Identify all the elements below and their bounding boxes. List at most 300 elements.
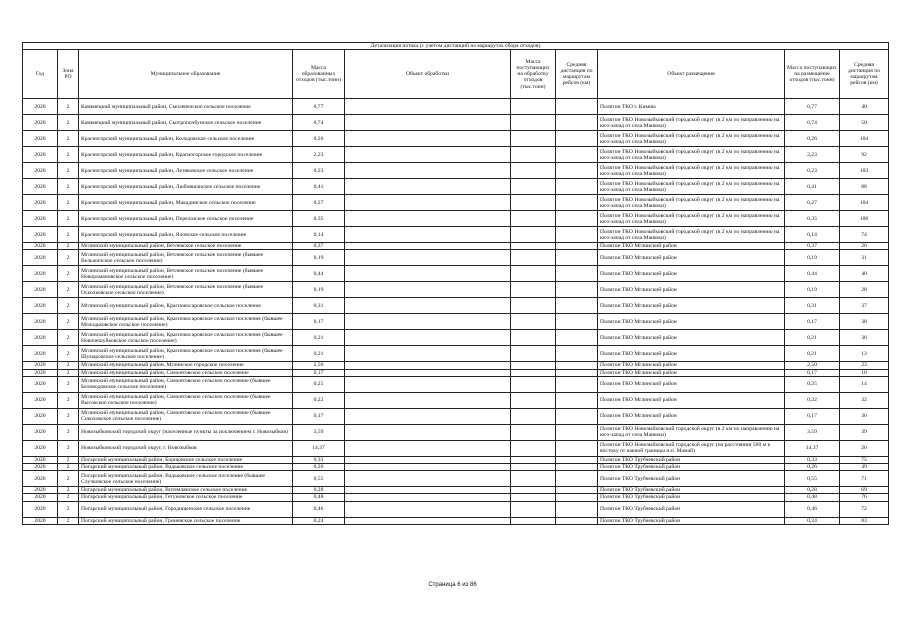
cell-processing-object: [345, 487, 511, 494]
cell-avg-distance-1: [556, 250, 598, 266]
cell-placement-object: Полигон ТКО г. Кимны: [598, 99, 785, 115]
cell-mass-to-placement: 0,19: [785, 250, 840, 266]
table-row: [23, 163, 889, 179]
cell-placement-object: Полигон ТКО Мглинский район: [598, 376, 785, 392]
cell-year: 2020: [23, 456, 58, 463]
cell-municipality: Погарский муниципальный район, Борщовское сельское поселение: [79, 456, 293, 463]
cell-year: 2020: [23, 99, 58, 115]
cell-avg-distance-1: [556, 282, 598, 298]
cell-zone: 2: [58, 346, 79, 362]
table-row: [23, 517, 889, 524]
cell-avg-distance-2: 103: [840, 163, 889, 179]
cell-placement-object: Полигон ТКО Мглинский район: [598, 298, 785, 314]
cell-avg-distance-1: [556, 131, 598, 147]
cell-municipality: Мглинский муниципальный район, Симонтовское сельское поселение (бывшее Беловодовское сельское поселение): [79, 376, 293, 392]
table-row: [23, 376, 889, 392]
cell-processing-object: [345, 501, 511, 517]
cell-zone: 2: [58, 362, 79, 369]
cell-avg-distance-2: 104: [840, 195, 889, 211]
cell-year: 2020: [23, 330, 58, 346]
cell-placement-object: Полигон ТКО Мглинский район: [598, 362, 785, 369]
cell-avg-distance-2: 38: [840, 314, 889, 330]
cell-municipality: Новозыбковский городской округ, г. Новозыбков: [79, 440, 293, 456]
cell-avg-distance-2: 18: [840, 369, 889, 376]
cell-year: 2020: [23, 179, 58, 195]
cell-mass-to-placement: 0,25: [785, 376, 840, 392]
cell-processing-object: [345, 131, 511, 147]
cell-avg-distance-1: [556, 227, 598, 243]
cell-municipality: Мглинский муниципальный район, Ветлевское сельское поселение (бывшее Осколковское сельское поселение): [79, 282, 293, 298]
cell-mass-generated: 0,48: [293, 494, 345, 501]
cell-mass-to-processing: [511, 131, 556, 147]
cell-mass-generated: 0,21: [293, 330, 345, 346]
table-row: [23, 99, 889, 115]
cell-avg-distance-2: 32: [840, 392, 889, 408]
cell-zone: 2: [58, 298, 79, 314]
cell-zone: 2: [58, 243, 79, 250]
cell-mass-to-placement: 14,37: [785, 440, 840, 456]
cell-zone: 2: [58, 211, 79, 227]
cell-avg-distance-2: 13: [840, 346, 889, 362]
cell-zone: 2: [58, 424, 79, 440]
cell-year: 2020: [23, 440, 58, 456]
cell-mass-to-processing: [511, 266, 556, 282]
cell-mass-to-processing: [511, 147, 556, 163]
cell-year: 2020: [23, 487, 58, 494]
cell-mass-to-placement: 0,17: [785, 369, 840, 376]
cell-placement-object: Полигон ТКО Новозыбковский городской округ (в 2 км по направлению на юго-запад от села Манюки): [598, 227, 785, 243]
cell-placement-object: Полигон ТКО Трубчевский район: [598, 456, 785, 463]
cell-mass-generated: 2,23: [293, 147, 345, 163]
cell-processing-object: [345, 494, 511, 501]
table-row: [23, 424, 889, 440]
cell-zone: 2: [58, 131, 79, 147]
table-row: [23, 131, 889, 147]
cell-municipality: Красногорский муниципальный район, Колодовское сельское поселение: [79, 131, 293, 147]
cell-placement-object: Полигон ТКО Новозыбковский городской округ (в 2 км по направлению на юго-запад от села Манюки): [598, 424, 785, 440]
cell-municipality: Погарский муниципальный район, Вадьковское сельское поселение: [79, 464, 293, 471]
cell-mass-to-placement: 0,55: [785, 471, 840, 487]
cell-avg-distance-1: [556, 243, 598, 250]
table-row: [23, 346, 889, 362]
cell-mass-to-processing: [511, 464, 556, 471]
cell-zone: 2: [58, 266, 79, 282]
page-footer: Страница 6 из 86: [428, 582, 477, 588]
cell-municipality: Мглинский муниципальный район, Краснокосаровское сельское поселение (бывшее Новочешуйковское сельское поселение): [79, 330, 293, 346]
cell-year: 2020: [23, 227, 58, 243]
cell-municipality: Мглинский муниципальный район, Ветлевское сельское поселение (бывшее Вельжичское сельское поселение): [79, 250, 293, 266]
cell-processing-object: [345, 250, 511, 266]
cell-avg-distance-2: 75: [840, 456, 889, 463]
table-row: [23, 243, 889, 250]
cell-processing-object: [345, 471, 511, 487]
cell-mass-to-processing: [511, 227, 556, 243]
cell-placement-object: Полигон ТКО Мглинский район: [598, 243, 785, 250]
cell-mass-to-placement: 0,24: [785, 517, 840, 524]
cell-processing-object: [345, 362, 511, 369]
cell-placement-object: Полигон ТКО Новозыбковский городской округ (в 2 км по направлению на юго-запад от села Манюки): [598, 131, 785, 147]
cell-avg-distance-1: [556, 456, 598, 463]
cell-mass-generated: 0,41: [293, 179, 345, 195]
cell-processing-object: [345, 115, 511, 131]
cell-mass-to-processing: [511, 243, 556, 250]
cell-avg-distance-1: [556, 179, 598, 195]
cell-municipality: Красногорский муниципальный район, Летяковское сельское поселение: [79, 163, 293, 179]
table-row: [23, 298, 889, 314]
cell-mass-to-processing: [511, 211, 556, 227]
table-row: [23, 408, 889, 424]
cell-avg-distance-1: [556, 471, 598, 487]
cell-year: 2020: [23, 494, 58, 501]
cell-municipality: Мглинский муниципальный район, Симонтовское сельское поселение: [79, 369, 293, 376]
cell-placement-object: Полигон ТКО Новозыбковский городской округ (в 2 км по направлению на юго-запад от села Манюки): [598, 163, 785, 179]
cell-processing-object: [345, 243, 511, 250]
cell-mass-generated: 0,14: [293, 227, 345, 243]
cell-mass-to-placement: 3,59: [785, 424, 840, 440]
cell-mass-generated: 0,25: [293, 376, 345, 392]
cell-municipality: Красногорский муниципальный район, Любовшанское сельское поселение: [79, 179, 293, 195]
cell-avg-distance-2: 40: [840, 266, 889, 282]
cell-mass-generated: 0,74: [293, 115, 345, 131]
cell-avg-distance-2: 71: [840, 471, 889, 487]
cell-placement-object: Полигон ТКО Трубчевский район: [598, 494, 785, 501]
cell-mass-to-processing: [511, 163, 556, 179]
cell-zone: 2: [58, 147, 79, 163]
cell-avg-distance-2: 26: [840, 440, 889, 456]
cell-mass-to-placement: 0,17: [785, 408, 840, 424]
cell-year: 2020: [23, 298, 58, 314]
cell-zone: 2: [58, 501, 79, 517]
cell-placement-object: Полигон ТКО Трубчевский район: [598, 517, 785, 524]
cell-mass-to-placement: 0,21: [785, 346, 840, 362]
cell-zone: 2: [58, 487, 79, 494]
cell-mass-to-processing: [511, 487, 556, 494]
cell-zone: 2: [58, 314, 79, 330]
cell-mass-to-processing: [511, 250, 556, 266]
cell-mass-to-placement: 0,77: [785, 99, 840, 115]
cell-mass-to-processing: [511, 99, 556, 115]
cell-mass-generated: 2,50: [293, 362, 345, 369]
header-processing-object: Объект обработки: [345, 50, 511, 99]
cell-municipality: Мглинский муниципальный район, Симонтовское сельское поселение (бывшее Соколовское сельское поселение): [79, 408, 293, 424]
cell-municipality: Погарский муниципальный район, Витемлянское сельское поселение: [79, 487, 293, 494]
cell-municipality: Красногорский муниципальный район, Перелазское сельское поселение: [79, 211, 293, 227]
cell-mass-generated: 0,23: [293, 163, 345, 179]
cell-avg-distance-2: 50: [840, 115, 889, 131]
header-mass-generated: Масса образованных отходов (тыс.тонн): [293, 50, 345, 99]
cell-avg-distance-1: [556, 392, 598, 408]
header-zone: Зона РО: [58, 50, 79, 99]
cell-processing-object: [345, 147, 511, 163]
cell-avg-distance-1: [556, 330, 598, 346]
cell-municipality: Мглинский муниципальный район, Краснокосаровское сельское поселение (бывшее Молодьковское сельское поселение): [79, 314, 293, 330]
cell-processing-object: [345, 211, 511, 227]
cell-municipality: Мглинский муниципальный район, Ветлевское сельское поселение (бывшее Новоромановское сельское поселение): [79, 266, 293, 282]
cell-mass-to-processing: [511, 440, 556, 456]
cell-zone: 2: [58, 99, 79, 115]
cell-mass-generated: 0,35: [293, 211, 345, 227]
cell-placement-object: Полигон ТКО Новозыбковский городской округ (в 2 км по направлению на юго-запад от села Манюки): [598, 115, 785, 131]
cell-mass-generated: 0,22: [293, 392, 345, 408]
cell-mass-to-processing: [511, 298, 556, 314]
cell-placement-object: Полигон ТКО Мглинский район: [598, 266, 785, 282]
cell-mass-to-placement: 0,22: [785, 392, 840, 408]
cell-avg-distance-1: [556, 494, 598, 501]
cell-municipality: Погарский муниципальный район, Гетуновское сельское поселение: [79, 494, 293, 501]
cell-mass-generated: 0,26: [293, 131, 345, 147]
table-row: [23, 487, 889, 494]
table-row: [23, 179, 889, 195]
cell-mass-to-processing: [511, 424, 556, 440]
cell-mass-generated: 0,24: [293, 517, 345, 524]
cell-mass-to-placement: 0,41: [785, 179, 840, 195]
cell-mass-to-placement: 0,28: [785, 487, 840, 494]
cell-mass-to-processing: [511, 179, 556, 195]
table-row: [23, 471, 889, 487]
cell-mass-to-processing: [511, 369, 556, 376]
cell-zone: 2: [58, 408, 79, 424]
cell-avg-distance-2: 28: [840, 282, 889, 298]
cell-mass-to-processing: [511, 501, 556, 517]
cell-zone: 2: [58, 369, 79, 376]
cell-zone: 2: [58, 115, 79, 131]
cell-mass-to-placement: 0,19: [785, 282, 840, 298]
cell-processing-object: [345, 330, 511, 346]
cell-avg-distance-2: 40: [840, 99, 889, 115]
cell-processing-object: [345, 195, 511, 211]
cell-municipality: Красногорский муниципальный район, Яловское сельское поселение: [79, 227, 293, 243]
cell-processing-object: [345, 369, 511, 376]
cell-mass-to-processing: [511, 282, 556, 298]
cell-year: 2020: [23, 376, 58, 392]
table-row: [23, 362, 889, 369]
cell-zone: 2: [58, 464, 79, 471]
cell-mass-to-processing: [511, 494, 556, 501]
cell-mass-to-processing: [511, 314, 556, 330]
cell-mass-generated: 0,26: [293, 464, 345, 471]
table-row: [23, 227, 889, 243]
cell-avg-distance-2: 74: [840, 227, 889, 243]
table-row: [23, 501, 889, 517]
cell-mass-to-placement: 0,17: [785, 314, 840, 330]
cell-mass-to-placement: 0,27: [785, 195, 840, 211]
cell-processing-object: [345, 517, 511, 524]
cell-mass-generated: 3,59: [293, 424, 345, 440]
cell-year: 2020: [23, 369, 58, 376]
cell-mass-to-placement: 0,31: [785, 298, 840, 314]
cell-year: 2020: [23, 501, 58, 517]
cell-mass-to-placement: 2,50: [785, 362, 840, 369]
cell-year: 2020: [23, 211, 58, 227]
cell-avg-distance-1: [556, 424, 598, 440]
table-row: [23, 369, 889, 376]
cell-zone: 2: [58, 440, 79, 456]
cell-placement-object: Полигон ТКО Мглинский район: [598, 346, 785, 362]
cell-avg-distance-2: 76: [840, 494, 889, 501]
cell-mass-to-processing: [511, 471, 556, 487]
cell-processing-object: [345, 314, 511, 330]
cell-avg-distance-1: [556, 517, 598, 524]
waste-flow-table: [22, 42, 889, 525]
table-row: [23, 456, 889, 463]
cell-zone: 2: [58, 179, 79, 195]
cell-avg-distance-2: 49: [840, 464, 889, 471]
cell-year: 2020: [23, 266, 58, 282]
cell-processing-object: [345, 99, 511, 115]
cell-zone: 2: [58, 330, 79, 346]
cell-mass-to-placement: 0,23: [785, 163, 840, 179]
cell-avg-distance-1: [556, 487, 598, 494]
cell-processing-object: [345, 392, 511, 408]
cell-mass-generated: 0,37: [293, 243, 345, 250]
cell-avg-distance-1: [556, 195, 598, 211]
cell-zone: 2: [58, 517, 79, 524]
cell-placement-object: Полигон ТКО Новозыбковский городской округ (в 2 км по направлению на юго-запад от села Манюки): [598, 179, 785, 195]
table-row: [23, 115, 889, 131]
cell-municipality: Мглинский муниципальный район, Краснокосаровское сельское поселение: [79, 298, 293, 314]
cell-placement-object: Полигон ТКО Трубчевский район: [598, 487, 785, 494]
cell-mass-to-processing: [511, 346, 556, 362]
cell-year: 2020: [23, 362, 58, 369]
cell-avg-distance-2: 83: [840, 517, 889, 524]
cell-year: 2020: [23, 250, 58, 266]
cell-placement-object: Полигон ТКО Мглинский район: [598, 408, 785, 424]
cell-year: 2020: [23, 147, 58, 163]
header-placement-object: Объект размещения: [598, 50, 785, 99]
header-year: Год: [23, 50, 58, 99]
cell-municipality: Погарский муниципальный район, Вадьковское сельское поселение (бывшее Случковское сельское поселение): [79, 471, 293, 487]
cell-mass-generated: 0,17: [293, 369, 345, 376]
header-avg-distance-1: Средняя дистанция по маршрутам рейсов (км): [556, 50, 598, 99]
cell-year: 2020: [23, 471, 58, 487]
cell-avg-distance-2: 26: [840, 243, 889, 250]
cell-mass-generated: 0,17: [293, 314, 345, 330]
cell-placement-object: Полигон ТКО Мглинский район: [598, 314, 785, 330]
cell-year: 2020: [23, 408, 58, 424]
cell-municipality: Мглинский муниципальный район, Симонтовское сельское поселение (бывшее Высокское сельское поселение): [79, 392, 293, 408]
cell-year: 2020: [23, 464, 58, 471]
cell-mass-to-processing: [511, 376, 556, 392]
data-table-container: [22, 42, 888, 525]
cell-municipality: Мглинский муниципальный район, Ветлевское сельское поселение: [79, 243, 293, 250]
cell-processing-object: [345, 424, 511, 440]
cell-year: 2020: [23, 195, 58, 211]
cell-avg-distance-1: [556, 314, 598, 330]
table-body: [23, 99, 889, 525]
cell-mass-to-placement: 0,46: [785, 501, 840, 517]
cell-avg-distance-1: [556, 501, 598, 517]
header-mass-to-placement: Масса поступающих на размещение отходов (тыс.тонн): [785, 50, 840, 99]
table-row: [23, 330, 889, 346]
cell-municipality: Погарский муниципальный район, Гриневское сельское поселение: [79, 517, 293, 524]
cell-mass-generated: 0,19: [293, 250, 345, 266]
cell-zone: 2: [58, 250, 79, 266]
cell-zone: 2: [58, 376, 79, 392]
cell-avg-distance-2: 72: [840, 501, 889, 517]
table-row: [23, 266, 889, 282]
header-avg-distance-2: Средняя дистанция по маршрутам рейсов (км): [840, 50, 889, 99]
cell-avg-distance-2: 31: [840, 250, 889, 266]
cell-processing-object: [345, 408, 511, 424]
cell-avg-distance-2: 23: [840, 362, 889, 369]
cell-mass-to-processing: [511, 115, 556, 131]
cell-zone: 2: [58, 163, 79, 179]
cell-placement-object: Полигон ТКО Трубчевский район: [598, 464, 785, 471]
cell-mass-to-processing: [511, 195, 556, 211]
cell-mass-to-processing: [511, 408, 556, 424]
cell-year: 2020: [23, 424, 58, 440]
cell-processing-object: [345, 456, 511, 463]
table-row: [23, 392, 889, 408]
cell-mass-to-placement: 0,14: [785, 227, 840, 243]
cell-processing-object: [345, 227, 511, 243]
cell-mass-to-processing: [511, 517, 556, 524]
cell-mass-to-processing: [511, 362, 556, 369]
cell-municipality: Мглинский муниципальный район, Мглинское городское поселение: [79, 362, 293, 369]
cell-placement-object: Полигон ТКО Новозыбковский городской округ (в 2 км по направлению на юго-запад от села Манюки): [598, 147, 785, 163]
cell-mass-to-placement: 0,44: [785, 266, 840, 282]
cell-avg-distance-2: 36: [840, 330, 889, 346]
cell-mass-generated: 0,27: [293, 195, 345, 211]
cell-avg-distance-1: [556, 163, 598, 179]
cell-mass-generated: 0,55: [293, 471, 345, 487]
cell-municipality: Каменецкий муниципальный район, Скотрополбунское сельское поселение: [79, 115, 293, 131]
cell-municipality: Каменецкий муниципальный район, Смоленечское сельское поселение: [79, 99, 293, 115]
cell-processing-object: [345, 266, 511, 282]
cell-placement-object: Полигон ТКО Новозыбковский городской округ (в 2 км по направлению на юго-запад от села Манюки): [598, 211, 785, 227]
cell-avg-distance-2: 14: [840, 376, 889, 392]
cell-mass-to-placement: 0,48: [785, 494, 840, 501]
table-row: [23, 494, 889, 501]
cell-zone: 2: [58, 494, 79, 501]
cell-avg-distance-1: [556, 211, 598, 227]
cell-avg-distance-1: [556, 376, 598, 392]
cell-mass-generated: 0,46: [293, 501, 345, 517]
cell-municipality: Мглинский муниципальный район, Краснокосаровское сельское поселение (бывшее Шумаровское сельское поселение): [79, 346, 293, 362]
cell-processing-object: [345, 376, 511, 392]
cell-placement-object: Полигон ТКО Новозыбковский городской округ (в 2 км по направлению на юго-запад от села Манюки): [598, 195, 785, 211]
cell-zone: 2: [58, 195, 79, 211]
cell-zone: 2: [58, 227, 79, 243]
cell-year: 2020: [23, 115, 58, 131]
header-mass-to-processing: Масса поступающих на обработку отходов (тыс.тонн): [511, 50, 556, 99]
cell-avg-distance-1: [556, 147, 598, 163]
cell-zone: 2: [58, 392, 79, 408]
cell-mass-generated: 0,17: [293, 408, 345, 424]
cell-year: 2020: [23, 163, 58, 179]
cell-mass-generated: 0,28: [293, 487, 345, 494]
cell-avg-distance-1: [556, 99, 598, 115]
cell-mass-generated: 0,44: [293, 266, 345, 282]
cell-mass-generated: 14,37: [293, 440, 345, 456]
cell-placement-object: Полигон ТКО Мглинский район: [598, 250, 785, 266]
cell-mass-generated: 0,31: [293, 298, 345, 314]
cell-municipality: Новозыбковский городской округ (населенные пункты за исключением г. Новозыбков): [79, 424, 293, 440]
cell-processing-object: [345, 179, 511, 195]
cell-mass-to-placement: 0,26: [785, 131, 840, 147]
table-row: [23, 440, 889, 456]
cell-mass-to-processing: [511, 330, 556, 346]
cell-avg-distance-2: 92: [840, 147, 889, 163]
header-municipality: Муниципальное образование: [79, 50, 293, 99]
cell-zone: 2: [58, 282, 79, 298]
cell-mass-to-placement: 0,74: [785, 115, 840, 131]
cell-avg-distance-1: [556, 362, 598, 369]
cell-placement-object: Полигон ТКО Мглинский район: [598, 392, 785, 408]
cell-mass-generated: 0,19: [293, 282, 345, 298]
cell-placement-object: Полигон ТКО Мглинский район: [598, 369, 785, 376]
cell-placement-object: Полигон ТКО Новозыбковский городской округ (на расстоянии 500 м к востоку от южной границы н.п. Мамай): [598, 440, 785, 456]
